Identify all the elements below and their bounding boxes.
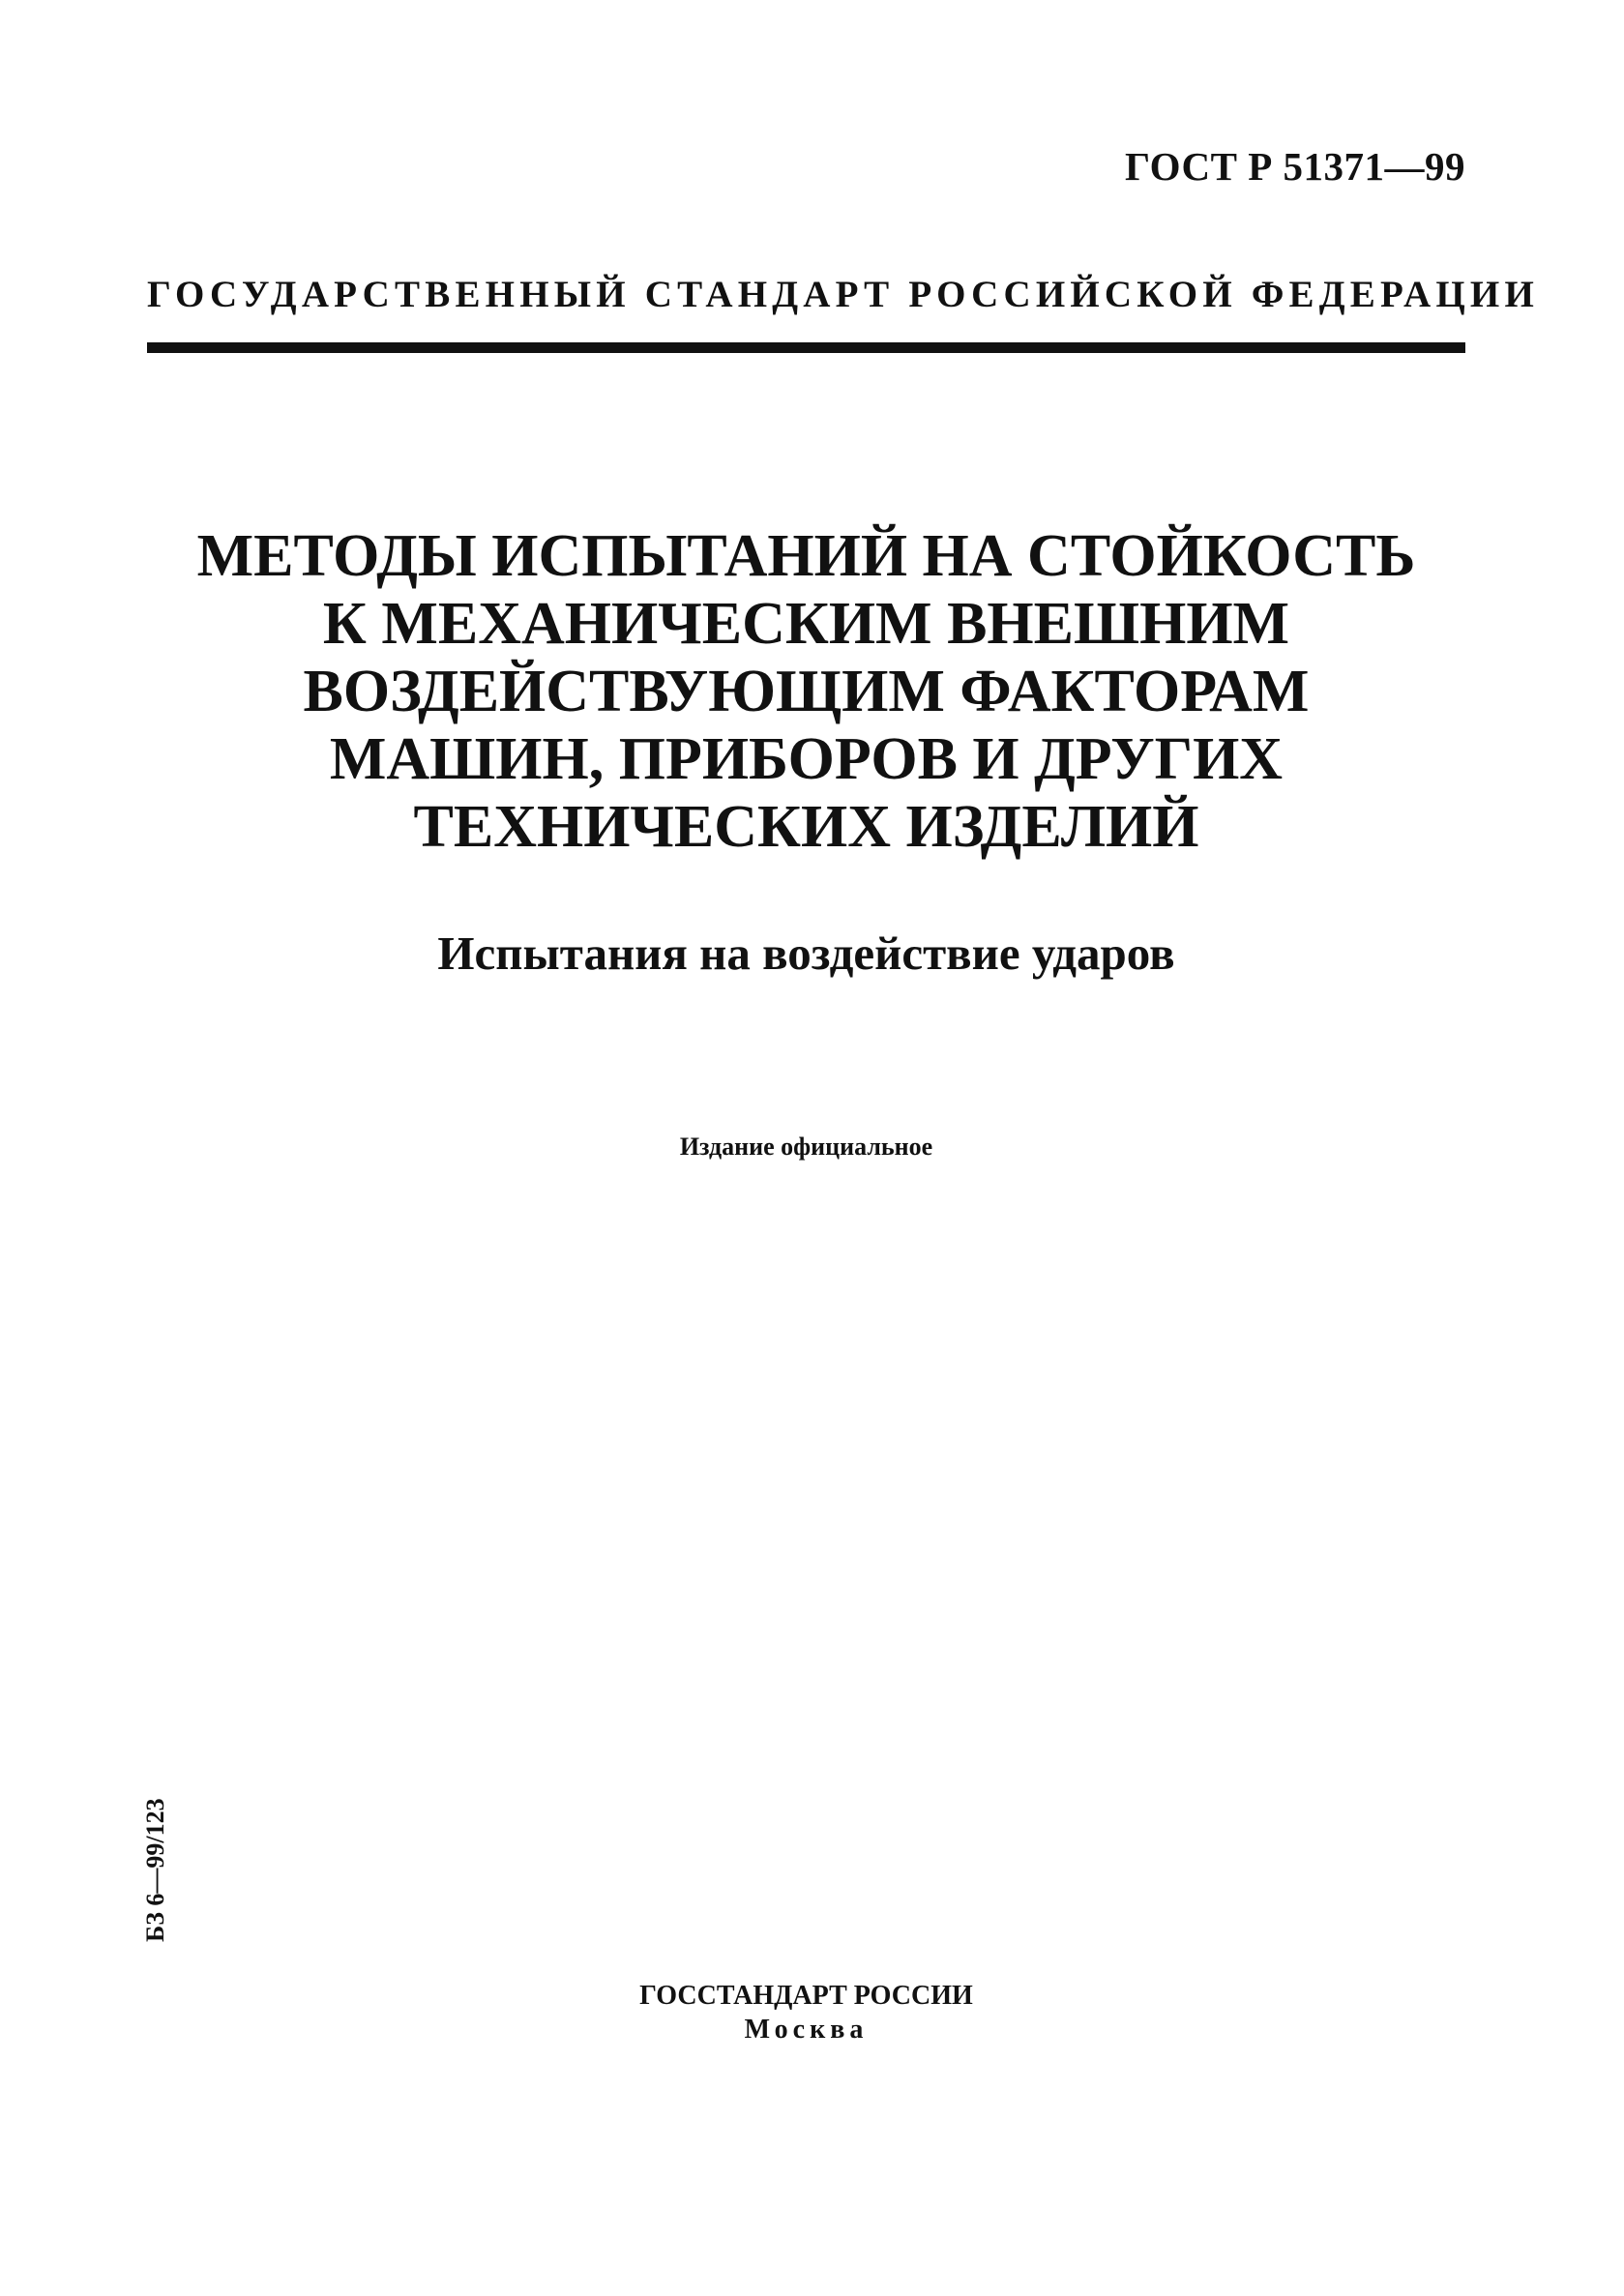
main-title xyxy=(147,522,1465,861)
publisher: ГОССТАНДАРТ РОССИИ xyxy=(639,1981,973,2011)
publisher-city: Москва xyxy=(744,2015,869,2045)
subtitle: Испытания на воздействие ударов xyxy=(437,927,1175,980)
title-line-3: ВОЗДЕЙСТВУЮЩИМ ФАКТОРАМ xyxy=(303,659,1310,724)
title-line-1: МЕТОДЫ ИСПЫТАНИЙ НА СТОЙКОСТЬ xyxy=(196,523,1416,589)
document-code: ГОСТ Р 51371—99 xyxy=(1125,144,1465,189)
side-catalog-code: БЗ 6—99/123 xyxy=(141,1798,169,1942)
edition-note: Издание официальное xyxy=(679,1133,933,1161)
state-standard-heading: ГОСУДАРСТВЕННЫЙ СТАНДАРТ РОССИЙСКОЙ ФЕДЕРАЦИИ xyxy=(147,274,1539,315)
header-rule xyxy=(147,342,1465,353)
title-line-5: ТЕХНИЧЕСКИХ ИЗДЕЛИЙ xyxy=(413,794,1199,860)
title-line-2: К МЕХАНИЧЕСКИМ ВНЕШНИМ xyxy=(322,591,1290,657)
title-line-4: МАШИН, ПРИБОРОВ И ДРУГИХ xyxy=(329,726,1284,792)
